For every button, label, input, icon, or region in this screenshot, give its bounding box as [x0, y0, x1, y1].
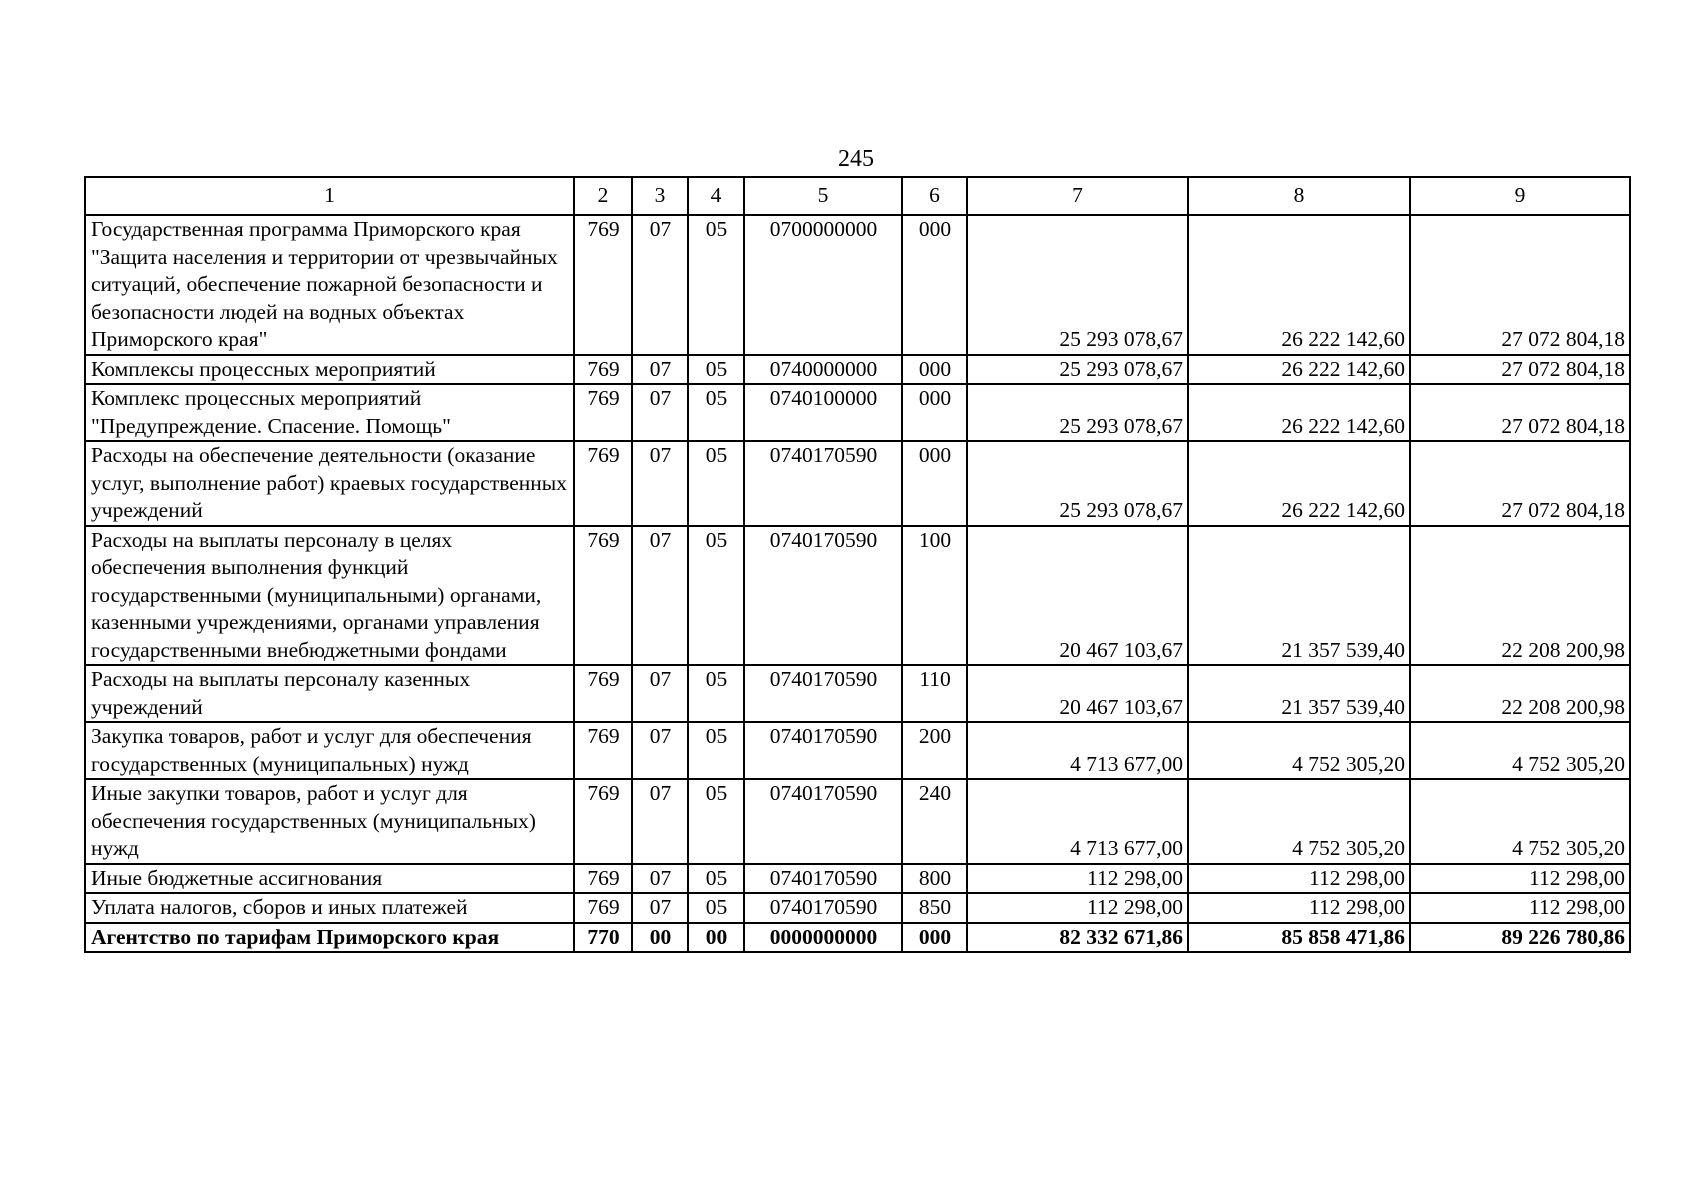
column-header: 3	[632, 177, 688, 215]
row-amount-cell: 82 332 671,86	[967, 923, 1188, 953]
row-code-cell: 200	[902, 722, 967, 779]
row-code-cell: 000	[902, 355, 967, 385]
row-amount-cell: 26 222 142,60	[1188, 355, 1410, 385]
row-code-cell: 769	[574, 215, 632, 355]
row-code-cell: 05	[688, 355, 744, 385]
row-amount-cell: 26 222 142,60	[1188, 441, 1410, 526]
table-row	[85, 215, 1630, 355]
row-amount-cell: 25 293 078,67	[967, 441, 1188, 526]
row-code-cell: 07	[632, 441, 688, 526]
row-code-cell: 07	[632, 864, 688, 894]
row-amount-cell: 85 858 471,86	[1188, 923, 1410, 953]
table-row	[85, 864, 1630, 894]
row-amount-cell: 21 357 539,40	[1188, 665, 1410, 722]
row-code-cell: 05	[688, 722, 744, 779]
table-row	[85, 923, 1630, 953]
column-header: 5	[744, 177, 902, 215]
row-code-cell: 0740170590	[744, 526, 902, 666]
table-row	[85, 384, 1630, 441]
row-code-cell: 00	[632, 923, 688, 953]
row-code-cell: 240	[902, 779, 967, 864]
row-code-cell: 07	[632, 384, 688, 441]
row-amount-cell: 26 222 142,60	[1188, 384, 1410, 441]
row-code-cell: 769	[574, 526, 632, 666]
row-amount-cell: 112 298,00	[1410, 864, 1630, 894]
row-code-cell: 05	[688, 665, 744, 722]
row-amount-cell: 21 357 539,40	[1188, 526, 1410, 666]
row-code-cell: 769	[574, 864, 632, 894]
table-row	[85, 779, 1630, 864]
row-code-cell: 05	[688, 864, 744, 894]
row-name-cell: Закупка товаров, работ и услуг для обеспечения государственных (муниципальных) нужд	[85, 722, 574, 779]
table-row	[85, 893, 1630, 923]
header-row	[85, 177, 1630, 215]
row-amount-cell: 27 072 804,18	[1410, 355, 1630, 385]
row-amount-cell: 4 713 677,00	[967, 779, 1188, 864]
row-code-cell: 769	[574, 384, 632, 441]
row-code-cell: 0700000000	[744, 215, 902, 355]
row-code-cell: 07	[632, 355, 688, 385]
row-code-cell: 0740170590	[744, 893, 902, 923]
row-code-cell: 000	[902, 384, 967, 441]
row-name-cell: Агентство по тарифам Приморского края	[85, 923, 574, 953]
row-code-cell: 05	[688, 215, 744, 355]
row-code-cell: 05	[688, 441, 744, 526]
row-amount-cell: 20 467 103,67	[967, 526, 1188, 666]
row-code-cell: 07	[632, 526, 688, 666]
row-code-cell: 110	[902, 665, 967, 722]
row-name-cell: Государственная программа Приморского края "Защита населения и территории от чрезвычайных ситуаций, обеспечение пожарной безопасности и безопасности людей на водных объектах Приморского края"	[85, 215, 574, 355]
budget-table	[84, 176, 1631, 953]
row-amount-cell: 112 298,00	[1410, 893, 1630, 923]
row-code-cell: 00	[688, 923, 744, 953]
row-code-cell: 100	[902, 526, 967, 666]
row-code-cell: 0740170590	[744, 864, 902, 894]
row-code-cell: 769	[574, 355, 632, 385]
column-header: 4	[688, 177, 744, 215]
row-amount-cell: 27 072 804,18	[1410, 441, 1630, 526]
column-header: 6	[902, 177, 967, 215]
row-code-cell: 07	[632, 215, 688, 355]
row-code-cell: 000	[902, 441, 967, 526]
row-code-cell: 769	[574, 722, 632, 779]
row-code-cell: 0740000000	[744, 355, 902, 385]
row-code-cell: 770	[574, 923, 632, 953]
row-code-cell: 05	[688, 384, 744, 441]
row-amount-cell: 4 752 305,20	[1410, 779, 1630, 864]
row-name-cell: Комплексы процессных мероприятий	[85, 355, 574, 385]
column-header: 1	[85, 177, 574, 215]
row-name-cell: Комплекс процессных мероприятий "Предупреждение. Спасение. Помощь"	[85, 384, 574, 441]
row-code-cell: 07	[632, 665, 688, 722]
table-row	[85, 355, 1630, 385]
row-code-cell: 769	[574, 665, 632, 722]
row-amount-cell: 4 752 305,20	[1188, 722, 1410, 779]
row-amount-cell: 22 208 200,98	[1410, 665, 1630, 722]
row-code-cell: 850	[902, 893, 967, 923]
row-code-cell: 07	[632, 779, 688, 864]
row-code-cell: 05	[688, 893, 744, 923]
table-body	[85, 177, 1630, 952]
column-header: 2	[574, 177, 632, 215]
row-amount-cell: 112 298,00	[967, 893, 1188, 923]
row-amount-cell: 112 298,00	[967, 864, 1188, 894]
table-row	[85, 526, 1630, 666]
row-code-cell: 07	[632, 893, 688, 923]
row-code-cell: 0740170590	[744, 441, 902, 526]
page-number: 245	[838, 146, 874, 172]
row-code-cell: 0000000000	[744, 923, 902, 953]
row-amount-cell: 25 293 078,67	[967, 355, 1188, 385]
row-code-cell: 05	[688, 779, 744, 864]
row-amount-cell: 22 208 200,98	[1410, 526, 1630, 666]
row-name-cell: Иные закупки товаров, работ и услуг для обеспечения государственных (муниципальных) нужд	[85, 779, 574, 864]
row-amount-cell: 27 072 804,18	[1410, 215, 1630, 355]
row-amount-cell: 4 752 305,20	[1410, 722, 1630, 779]
row-name-cell: Расходы на выплаты персоналу казенных учреждений	[85, 665, 574, 722]
row-code-cell: 0740170590	[744, 722, 902, 779]
row-name-cell: Иные бюджетные ассигнования	[85, 864, 574, 894]
row-amount-cell: 25 293 078,67	[967, 384, 1188, 441]
row-code-cell: 07	[632, 722, 688, 779]
row-code-cell: 769	[574, 893, 632, 923]
row-code-cell: 000	[902, 923, 967, 953]
row-code-cell: 0740100000	[744, 384, 902, 441]
row-code-cell: 769	[574, 441, 632, 526]
row-amount-cell: 4 713 677,00	[967, 722, 1188, 779]
row-code-cell: 0740170590	[744, 665, 902, 722]
row-amount-cell: 112 298,00	[1188, 893, 1410, 923]
row-code-cell: 800	[902, 864, 967, 894]
table-row	[85, 665, 1630, 722]
row-name-cell: Уплата налогов, сборов и иных платежей	[85, 893, 574, 923]
row-amount-cell: 4 752 305,20	[1188, 779, 1410, 864]
row-amount-cell: 26 222 142,60	[1188, 215, 1410, 355]
table-row	[85, 722, 1630, 779]
column-header: 8	[1188, 177, 1410, 215]
column-header: 7	[967, 177, 1188, 215]
row-code-cell: 0740170590	[744, 779, 902, 864]
row-amount-cell: 27 072 804,18	[1410, 384, 1630, 441]
row-code-cell: 000	[902, 215, 967, 355]
row-name-cell: Расходы на выплаты персоналу в целях обеспечения выполнения функций государственными (муниципальными) органами, казенными учреждениями, органами управления государственными внебюджетными фондами	[85, 526, 574, 666]
table-row	[85, 441, 1630, 526]
row-code-cell: 769	[574, 779, 632, 864]
column-header: 9	[1410, 177, 1630, 215]
row-code-cell: 05	[688, 526, 744, 666]
row-amount-cell: 112 298,00	[1188, 864, 1410, 894]
row-amount-cell: 20 467 103,67	[967, 665, 1188, 722]
row-amount-cell: 89 226 780,86	[1410, 923, 1630, 953]
row-name-cell: Расходы на обеспечение деятельности (оказание услуг, выполнение работ) краевых государственных учреждений	[85, 441, 574, 526]
row-amount-cell: 25 293 078,67	[967, 215, 1188, 355]
